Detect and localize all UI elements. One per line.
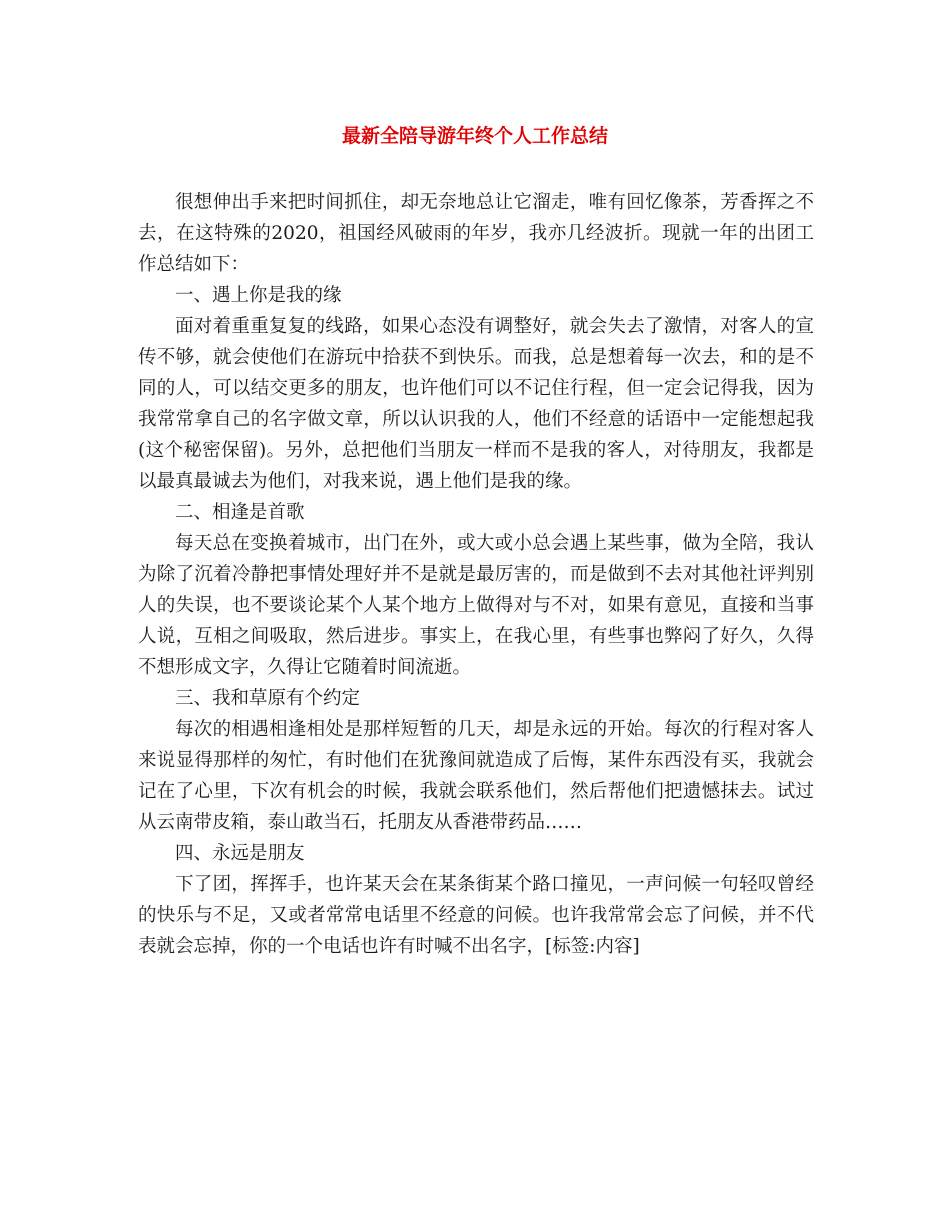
section-heading: 二、相逢是首歌 <box>175 502 305 523</box>
body-paragraph: 面对着重重复复的线路，如果心态没有调整好，就会失去了激情，对客人的宣传不够，就会使他们在游玩中拾获不到快乐。而我，总是想着每一次去，和的是不同的人，可以结交更多的朋友，也许他们可以不记住行程，但一定会记得我，因为我常常拿自己的名字做文章，所以认识我的人，他们不经意的话语中一定能想起我(这个秘密保留)。另外，总把他们当朋友一样而不是我的客人，对待朋友，我都是以最真最诚去为他们，对我来说，遇上他们是我的缘。 <box>138 316 814 492</box>
body-paragraph: 每天总在变换着城市，出门在外，或大或小总会遇上某些事，做为全陪，我认为除了沉着冷静把事情处理好并不是就是最厉害的，而是做到不去对其他社评判别人的失误，也不要谈论某个人某个地方上做得对与不对，如果有意见，直接和当事人说，互相之间吸取，然后进步。事实上，在我心里，有些事也弊闷了好久，久得不想形成文字，久得让它随着时间流逝。 <box>138 533 814 678</box>
body-paragraph: 每次的相遇相逢相处是那样短暂的几天，却是永远的开始。每次的行程对客人来说显得那样的匆忙，有时他们在犹豫间就造成了后悔，某件东西没有买，我就会记在了心里，下次有机会的时候，我就会联系他们，然后帮他们把遗憾抹去。试过从云南带皮箱，泰山敢当石，托朋友从香港带药品…… <box>138 719 814 833</box>
document-title: 最新全陪导游年终个人工作总结 <box>341 125 608 147</box>
document-body <box>138 187 814 962</box>
body-paragraph: 下了团，挥挥手，也许某天会在某条街某个路口撞见，一声问候一句轻叹曾经的快乐与不足，又或者常常电话里不经意的问候。也许我常常会忘了问候，并不代表就会忘掉，你的一个电话也许有时喊不出名字，[标签:内容] <box>138 874 814 957</box>
section-heading: 一、遇上你是我的缘 <box>175 285 342 306</box>
section-heading: 四、永远是朋友 <box>175 843 305 864</box>
section-heading: 三、我和草原有个约定 <box>175 688 361 709</box>
body-paragraph: 很想伸出手来把时间抓住，却无奈地总让它溜走，唯有回忆像茶，芳香挥之不去，在这特殊的2020，祖国经风破雨的年岁，我亦几经波折。现就一年的出团工作总结如下： <box>138 192 814 275</box>
